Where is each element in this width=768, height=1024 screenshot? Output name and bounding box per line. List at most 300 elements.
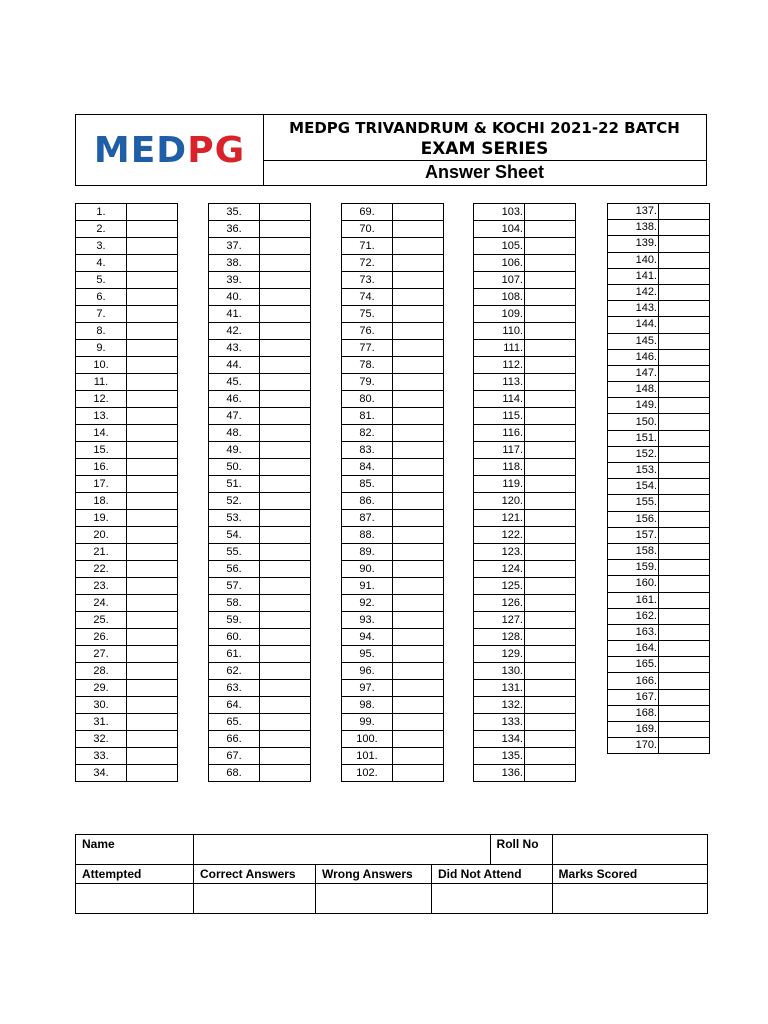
answer-cell[interactable] <box>525 425 576 442</box>
marks-scored-field[interactable] <box>552 884 707 914</box>
answer-row <box>76 289 178 306</box>
question-number: 165. <box>608 657 659 673</box>
answer-cell[interactable] <box>659 641 710 657</box>
answer-row <box>342 612 444 629</box>
answer-cell[interactable] <box>525 204 576 221</box>
answer-cell[interactable] <box>525 272 576 289</box>
answer-cell[interactable] <box>659 414 710 430</box>
question-number: 151. <box>608 430 659 446</box>
answer-cell[interactable] <box>393 476 444 493</box>
answer-row <box>608 511 710 527</box>
answer-row <box>342 272 444 289</box>
answer-cell[interactable] <box>127 340 178 357</box>
answer-row <box>608 204 710 220</box>
answer-row <box>608 220 710 236</box>
answer-cell[interactable] <box>393 612 444 629</box>
answer-cell[interactable] <box>525 561 576 578</box>
question-number: 23. <box>76 578 127 595</box>
question-number: 131. <box>474 680 525 697</box>
answer-cell[interactable] <box>393 238 444 255</box>
answer-cell[interactable] <box>393 578 444 595</box>
question-number: 76. <box>342 323 393 340</box>
answer-row <box>342 731 444 748</box>
question-number: 35. <box>209 204 260 221</box>
correct-answers-label: Correct Answers <box>194 865 316 884</box>
answer-cell[interactable] <box>127 578 178 595</box>
answer-row <box>76 629 178 646</box>
answer-cell[interactable] <box>659 722 710 738</box>
answer-cell[interactable] <box>127 442 178 459</box>
answer-cell[interactable] <box>260 765 311 782</box>
question-number: 13. <box>76 408 127 425</box>
answer-cell[interactable] <box>659 317 710 333</box>
answer-cell[interactable] <box>393 629 444 646</box>
answer-row <box>474 578 576 595</box>
answer-cell[interactable] <box>659 576 710 592</box>
answer-cell[interactable] <box>659 592 710 608</box>
answer-row <box>209 612 311 629</box>
answer-cell[interactable] <box>659 738 710 754</box>
answer-cell[interactable] <box>525 306 576 323</box>
question-number: 86. <box>342 493 393 510</box>
answer-cell[interactable] <box>525 714 576 731</box>
question-number: 56. <box>209 561 260 578</box>
question-number: 154. <box>608 479 659 495</box>
answer-cell[interactable] <box>659 398 710 414</box>
did-not-attend-field[interactable] <box>432 884 553 914</box>
answer-cell[interactable] <box>393 374 444 391</box>
name-field[interactable] <box>194 835 491 865</box>
answer-cell[interactable] <box>393 527 444 544</box>
answer-cell[interactable] <box>393 731 444 748</box>
answer-row <box>76 391 178 408</box>
exam-series-title: EXAM SERIES <box>420 139 549 159</box>
question-number: 63. <box>209 680 260 697</box>
answer-cell[interactable] <box>659 673 710 689</box>
answer-cell[interactable] <box>393 510 444 527</box>
answer-row <box>474 289 576 306</box>
answer-cell[interactable] <box>525 697 576 714</box>
question-number: 1. <box>76 204 127 221</box>
answer-row <box>608 738 710 754</box>
answer-row <box>76 731 178 748</box>
answer-cell[interactable] <box>260 561 311 578</box>
answer-cell[interactable] <box>127 272 178 289</box>
answer-cell[interactable] <box>127 731 178 748</box>
question-number: 148. <box>608 382 659 398</box>
answer-row <box>76 765 178 782</box>
question-number: 167. <box>608 689 659 705</box>
question-number: 73. <box>342 272 393 289</box>
question-number: 91. <box>342 578 393 595</box>
answer-cell[interactable] <box>127 663 178 680</box>
question-number: 69. <box>342 204 393 221</box>
answer-cell[interactable] <box>525 289 576 306</box>
answer-cell[interactable] <box>260 391 311 408</box>
answer-row <box>608 527 710 543</box>
answer-cell[interactable] <box>260 731 311 748</box>
answer-cell[interactable] <box>260 425 311 442</box>
question-number: 114. <box>474 391 525 408</box>
answer-cell[interactable] <box>659 220 710 236</box>
answer-cell[interactable] <box>127 697 178 714</box>
answer-row <box>474 765 576 782</box>
answer-cell[interactable] <box>260 272 311 289</box>
answer-cell[interactable] <box>659 446 710 462</box>
answer-cell[interactable] <box>393 391 444 408</box>
answer-cell[interactable] <box>260 306 311 323</box>
roll-no-field[interactable] <box>552 835 707 865</box>
answer-cell[interactable] <box>260 408 311 425</box>
answer-row <box>76 255 178 272</box>
answer-row <box>209 510 311 527</box>
answer-cell[interactable] <box>525 765 576 782</box>
answer-cell[interactable] <box>127 391 178 408</box>
answer-cell[interactable] <box>127 510 178 527</box>
answer-cell[interactable] <box>659 365 710 381</box>
answer-cell[interactable] <box>393 221 444 238</box>
answer-cell[interactable] <box>659 560 710 576</box>
question-number: 134. <box>474 731 525 748</box>
answer-cell[interactable] <box>260 289 311 306</box>
correct-answers-field[interactable] <box>194 884 316 914</box>
answer-cell[interactable] <box>659 463 710 479</box>
question-number: 66. <box>209 731 260 748</box>
answer-row <box>608 284 710 300</box>
answer-cell[interactable] <box>260 510 311 527</box>
question-number: 60. <box>209 629 260 646</box>
answer-row <box>76 306 178 323</box>
answer-cell[interactable] <box>127 748 178 765</box>
answer-cell[interactable] <box>260 663 311 680</box>
answer-cell[interactable] <box>393 357 444 374</box>
answer-cell[interactable] <box>260 697 311 714</box>
answer-row <box>209 357 311 374</box>
question-number: 62. <box>209 663 260 680</box>
answer-cell[interactable] <box>659 236 710 252</box>
answer-cell[interactable] <box>260 493 311 510</box>
answer-cell[interactable] <box>525 340 576 357</box>
answer-cell[interactable] <box>260 323 311 340</box>
answer-cell[interactable] <box>659 268 710 284</box>
answer-cell[interactable] <box>127 221 178 238</box>
answer-row <box>474 527 576 544</box>
question-number: 58. <box>209 595 260 612</box>
answer-cell[interactable] <box>127 306 178 323</box>
answer-cell[interactable] <box>127 255 178 272</box>
answer-cell[interactable] <box>393 544 444 561</box>
answer-row <box>474 612 576 629</box>
question-number: 5. <box>76 272 127 289</box>
answer-cell[interactable] <box>127 629 178 646</box>
answer-cell[interactable] <box>525 680 576 697</box>
answer-cell[interactable] <box>393 408 444 425</box>
attempted-field[interactable] <box>76 884 194 914</box>
answer-cell[interactable] <box>260 527 311 544</box>
question-number: 166. <box>608 673 659 689</box>
answer-cell[interactable] <box>260 357 311 374</box>
answer-cell[interactable] <box>260 578 311 595</box>
answer-cell[interactable] <box>127 374 178 391</box>
answer-cell[interactable] <box>393 255 444 272</box>
answer-cell[interactable] <box>260 629 311 646</box>
question-number: 71. <box>342 238 393 255</box>
answer-row <box>342 765 444 782</box>
answer-cell[interactable] <box>659 204 710 220</box>
answer-cell[interactable] <box>127 612 178 629</box>
answer-row <box>608 414 710 430</box>
answer-cell[interactable] <box>127 425 178 442</box>
question-number: 125. <box>474 578 525 595</box>
answer-cell[interactable] <box>260 612 311 629</box>
answer-row <box>209 629 311 646</box>
answer-cell[interactable] <box>260 459 311 476</box>
answer-cell[interactable] <box>525 408 576 425</box>
answer-cell[interactable] <box>393 595 444 612</box>
answer-row <box>209 544 311 561</box>
answer-cell[interactable] <box>393 765 444 782</box>
answer-cell[interactable] <box>525 391 576 408</box>
answer-cell[interactable] <box>393 561 444 578</box>
answer-row <box>209 425 311 442</box>
answer-cell[interactable] <box>525 221 576 238</box>
question-number: 19. <box>76 510 127 527</box>
answer-cell[interactable] <box>659 689 710 705</box>
answer-cell[interactable] <box>260 595 311 612</box>
answer-cell[interactable] <box>393 714 444 731</box>
answer-cell[interactable] <box>127 527 178 544</box>
answer-cell[interactable] <box>659 349 710 365</box>
answer-row <box>608 705 710 721</box>
answer-row <box>342 357 444 374</box>
answer-cell[interactable] <box>260 748 311 765</box>
answer-cell[interactable] <box>393 204 444 221</box>
answer-cell[interactable] <box>393 459 444 476</box>
question-number: 132. <box>474 697 525 714</box>
answer-row <box>342 476 444 493</box>
answer-cell[interactable] <box>525 544 576 561</box>
question-number: 149. <box>608 398 659 414</box>
answer-row <box>608 333 710 349</box>
answer-cell[interactable] <box>127 544 178 561</box>
answer-cell[interactable] <box>525 646 576 663</box>
question-number: 117. <box>474 442 525 459</box>
answer-cell[interactable] <box>659 511 710 527</box>
question-number: 121. <box>474 510 525 527</box>
question-number: 54. <box>209 527 260 544</box>
question-number: 104. <box>474 221 525 238</box>
answer-row <box>342 238 444 255</box>
answer-cell[interactable] <box>127 646 178 663</box>
answer-cell[interactable] <box>525 493 576 510</box>
question-number: 94. <box>342 629 393 646</box>
answer-cell[interactable] <box>393 289 444 306</box>
answer-cell[interactable] <box>127 595 178 612</box>
answer-cell[interactable] <box>127 493 178 510</box>
answer-cell[interactable] <box>127 561 178 578</box>
answer-cell[interactable] <box>127 476 178 493</box>
roll-no-label: Roll No <box>490 835 552 865</box>
answer-cell[interactable] <box>659 624 710 640</box>
answer-row <box>342 425 444 442</box>
answer-cell[interactable] <box>393 323 444 340</box>
answer-cell[interactable] <box>260 255 311 272</box>
answer-cell[interactable] <box>393 493 444 510</box>
answer-cell[interactable] <box>260 221 311 238</box>
answer-cell[interactable] <box>525 612 576 629</box>
question-number: 30. <box>76 697 127 714</box>
answer-cell[interactable] <box>525 357 576 374</box>
answer-cell[interactable] <box>260 238 311 255</box>
answer-cell[interactable] <box>659 657 710 673</box>
answer-cell[interactable] <box>525 323 576 340</box>
answer-row <box>608 689 710 705</box>
answer-cell[interactable] <box>260 680 311 697</box>
answer-cell[interactable] <box>659 495 710 511</box>
answer-row <box>474 391 576 408</box>
answer-cell[interactable] <box>393 425 444 442</box>
name-label: Name <box>76 835 194 865</box>
answer-row <box>209 442 311 459</box>
answer-cell[interactable] <box>659 333 710 349</box>
answer-cell[interactable] <box>127 323 178 340</box>
answer-row <box>342 561 444 578</box>
question-number: 67. <box>209 748 260 765</box>
question-number: 77. <box>342 340 393 357</box>
question-number: 3. <box>76 238 127 255</box>
answer-cell[interactable] <box>393 663 444 680</box>
question-number: 59. <box>209 612 260 629</box>
answer-row <box>474 646 576 663</box>
answer-cell[interactable] <box>393 697 444 714</box>
answer-cell[interactable] <box>525 731 576 748</box>
answer-cell[interactable] <box>127 408 178 425</box>
answer-cell[interactable] <box>659 430 710 446</box>
answer-cell[interactable] <box>659 608 710 624</box>
answer-cell[interactable] <box>127 238 178 255</box>
answer-cell[interactable] <box>659 284 710 300</box>
question-number: 87. <box>342 510 393 527</box>
answer-cell[interactable] <box>127 204 178 221</box>
answer-row <box>342 391 444 408</box>
answer-cell[interactable] <box>525 374 576 391</box>
answer-row <box>209 408 311 425</box>
question-number: 124. <box>474 561 525 578</box>
answer-cell[interactable] <box>127 289 178 306</box>
question-number: 118. <box>474 459 525 476</box>
answer-cell[interactable] <box>659 301 710 317</box>
answer-cell[interactable] <box>659 705 710 721</box>
answer-cell[interactable] <box>260 646 311 663</box>
question-number: 150. <box>608 414 659 430</box>
question-number: 4. <box>76 255 127 272</box>
answer-column-5 <box>607 203 710 754</box>
answer-cell[interactable] <box>525 748 576 765</box>
answer-row <box>342 697 444 714</box>
answer-cell[interactable] <box>659 252 710 268</box>
answer-cell[interactable] <box>525 255 576 272</box>
answer-cell[interactable] <box>659 479 710 495</box>
answer-sheet-title: Answer Sheet <box>424 162 545 182</box>
answer-row <box>474 255 576 272</box>
answer-cell[interactable] <box>525 476 576 493</box>
answer-row <box>209 731 311 748</box>
answer-row <box>76 663 178 680</box>
answer-cell[interactable] <box>525 459 576 476</box>
answer-cell[interactable] <box>659 543 710 559</box>
answer-cell[interactable] <box>525 663 576 680</box>
answer-cell[interactable] <box>525 238 576 255</box>
answer-cell[interactable] <box>393 680 444 697</box>
question-number: 28. <box>76 663 127 680</box>
answer-cell[interactable] <box>260 714 311 731</box>
question-number: 93. <box>342 612 393 629</box>
answer-cell[interactable] <box>260 442 311 459</box>
answer-row <box>76 544 178 561</box>
answer-cell[interactable] <box>127 765 178 782</box>
answer-row <box>342 306 444 323</box>
answer-cell[interactable] <box>393 646 444 663</box>
answer-cell[interactable] <box>260 374 311 391</box>
answer-cell[interactable] <box>127 714 178 731</box>
answer-cell[interactable] <box>393 748 444 765</box>
answer-row <box>342 714 444 731</box>
answer-row <box>209 714 311 731</box>
answer-cell[interactable] <box>260 476 311 493</box>
answer-row <box>474 425 576 442</box>
answer-row <box>342 493 444 510</box>
question-number: 84. <box>342 459 393 476</box>
answer-cell[interactable] <box>525 442 576 459</box>
question-number: 168. <box>608 705 659 721</box>
answer-cell[interactable] <box>525 510 576 527</box>
answer-row <box>342 680 444 697</box>
answer-row <box>209 561 311 578</box>
answer-cell[interactable] <box>260 340 311 357</box>
wrong-answers-field[interactable] <box>316 884 432 914</box>
answer-cell[interactable] <box>659 382 710 398</box>
answer-row <box>474 459 576 476</box>
question-number: 105. <box>474 238 525 255</box>
question-number: 99. <box>342 714 393 731</box>
answer-cell[interactable] <box>393 272 444 289</box>
question-number: 143. <box>608 301 659 317</box>
answer-row <box>76 595 178 612</box>
question-number: 39. <box>209 272 260 289</box>
answer-cell[interactable] <box>127 357 178 374</box>
answer-cell[interactable] <box>127 680 178 697</box>
answer-cell[interactable] <box>525 527 576 544</box>
answer-row <box>608 268 710 284</box>
answer-cell[interactable] <box>393 442 444 459</box>
answer-cell[interactable] <box>393 340 444 357</box>
answer-cell[interactable] <box>659 527 710 543</box>
answer-cell[interactable] <box>260 544 311 561</box>
answer-cell[interactable] <box>260 204 311 221</box>
question-number: 82. <box>342 425 393 442</box>
question-number: 152. <box>608 446 659 462</box>
answer-cell[interactable] <box>525 578 576 595</box>
answer-row <box>608 543 710 559</box>
answer-row <box>474 680 576 697</box>
answer-row <box>342 544 444 561</box>
answer-cell[interactable] <box>525 595 576 612</box>
wrong-answers-label: Wrong Answers <box>316 865 432 884</box>
answer-cell[interactable] <box>525 629 576 646</box>
answer-cell[interactable] <box>127 459 178 476</box>
answer-cell[interactable] <box>393 306 444 323</box>
question-number: 162. <box>608 608 659 624</box>
